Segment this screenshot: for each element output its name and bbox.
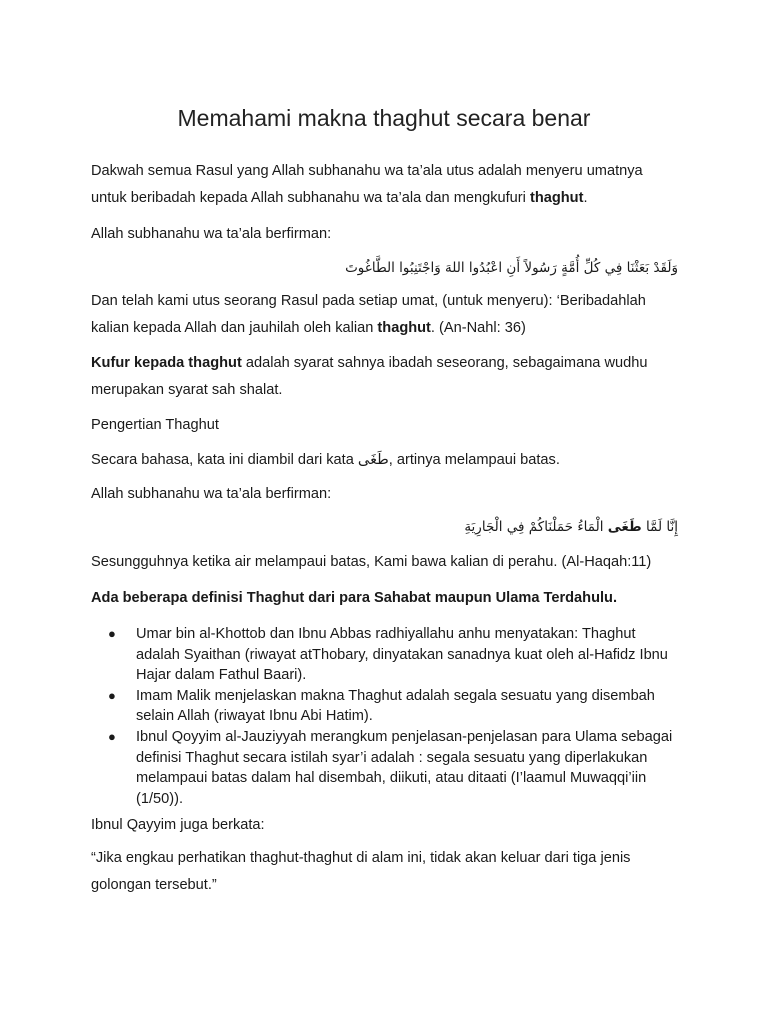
verse-bold: طَغَى <box>607 519 642 535</box>
section-heading-pengertian: Pengertian Thaghut <box>91 417 219 433</box>
definition-list <box>91 624 681 809</box>
paragraph-translation-an-nahl <box>91 288 681 342</box>
bullet-icon: ● <box>108 626 116 641</box>
list-item <box>91 727 681 809</box>
paragraph-firman-1: Allah subhanahu wa ta’ala berfirman: <box>91 226 332 242</box>
paragraph-intro-text: Dakwah semua Rasul yang Allah subhanahu wa ta’ala utus adalah menyeru umatnya untuk beribadah kepada Allah subhanahu wa ta’ala dan mengkufuri <box>91 163 643 206</box>
kufur-bold: Kufur kepada thaghut <box>91 355 242 371</box>
arabic-verse-an-nahl: وَلَقَدْ بَعَثْنَا فِي كُلِّ أُمَّةٍ رَسُولاً أَنِ اعْبُدُوا اللهَ وَاجْتَنِبُوا الطَّاغُوتَ <box>345 260 678 276</box>
list-item <box>91 624 681 686</box>
paragraph-bahasa <box>91 446 681 474</box>
bahasa-after: , artinya melampaui batas. <box>388 452 560 468</box>
bahasa-before: Secara bahasa, kata ini diambil dari kata <box>91 452 358 468</box>
paragraph-intro <box>91 158 681 212</box>
list-item-text: Ibnul Qoyyim al-Jauziyyah merangkum penjelasan-penjelasan para Ulama sebagai definisi Thaghut secara istilah syar’i adalah : segala sesuatu yang diperlakukan melampaui batas dalam hal disembah, diikuti, atau ditaati (I’laamul Muwaqqi’iin (1/50)). <box>136 728 673 807</box>
list-item-text: Imam Malik menjelaskan makna Thaghut adalah segala sesuatu yang disembah selain Allah (riwayat Ibnu Abi Hatim). <box>136 687 655 725</box>
verse-after: الْمَاءُ حَمَلْنَاكُمْ فِي الْجَارِيَةِ <box>464 519 608 535</box>
bahasa-arabic-word: طَغَى <box>357 451 389 468</box>
list-item-text: Umar bin al-Khottob dan Ibnu Abbas radhiyallahu anhu menyatakan: Thaghut adalah Syaithan (riwayat atThobary, dinyatakan sanadnya kuat oleh al-Hafidz Ibnu Hajar dalam Fathul Baari). <box>136 626 668 684</box>
bullet-icon: ● <box>108 728 116 744</box>
paragraph-translation-al-haqah: Sesungguhnya ketika air melampaui batas, Kami bawa kalian di perahu. (Al-Haqah:11) <box>91 554 652 570</box>
arabic-verse-al-haqah <box>88 515 678 539</box>
translation-end: . (An-Nahl: 36) <box>430 320 526 336</box>
paragraph-kufur <box>91 350 681 404</box>
kufur-text: adalah syarat sahnya ibadah seseorang, sebagaimana wudhu merupakan syarat sah shalat. <box>91 355 648 398</box>
paragraph-ibnul-qayyim: Ibnul Qayyim juga berkata: <box>91 817 265 833</box>
paragraph-quote: “Jika engkau perhatikan thaghut-thaghut di alam ini, tidak akan keluar dari tiga jenis golongan tersebut.” <box>91 850 631 893</box>
paragraph-intro-end: . <box>583 190 588 206</box>
verse-before: إِنَّا لَمَّا <box>641 519 678 535</box>
paragraph-intro-bold: thaghut <box>529 190 584 206</box>
list-item <box>91 686 681 727</box>
bullet-icon: ● <box>108 687 116 703</box>
translation-text: Dan telah kami utus seorang Rasul pada setiap umat, (untuk menyeru): ‘Beribadahlah kalian kepada Allah dan jauhilah oleh kalian <box>91 293 646 336</box>
document-title: Memahami makna thaghut secara benar <box>177 105 591 131</box>
heading-definisi: Ada beberapa definisi Thaghut dari para Sahabat maupun Ulama Terdahulu. <box>91 590 618 606</box>
paragraph-firman-2: Allah subhanahu wa ta’ala berfirman: <box>91 486 332 502</box>
translation-bold: thaghut <box>377 320 431 336</box>
